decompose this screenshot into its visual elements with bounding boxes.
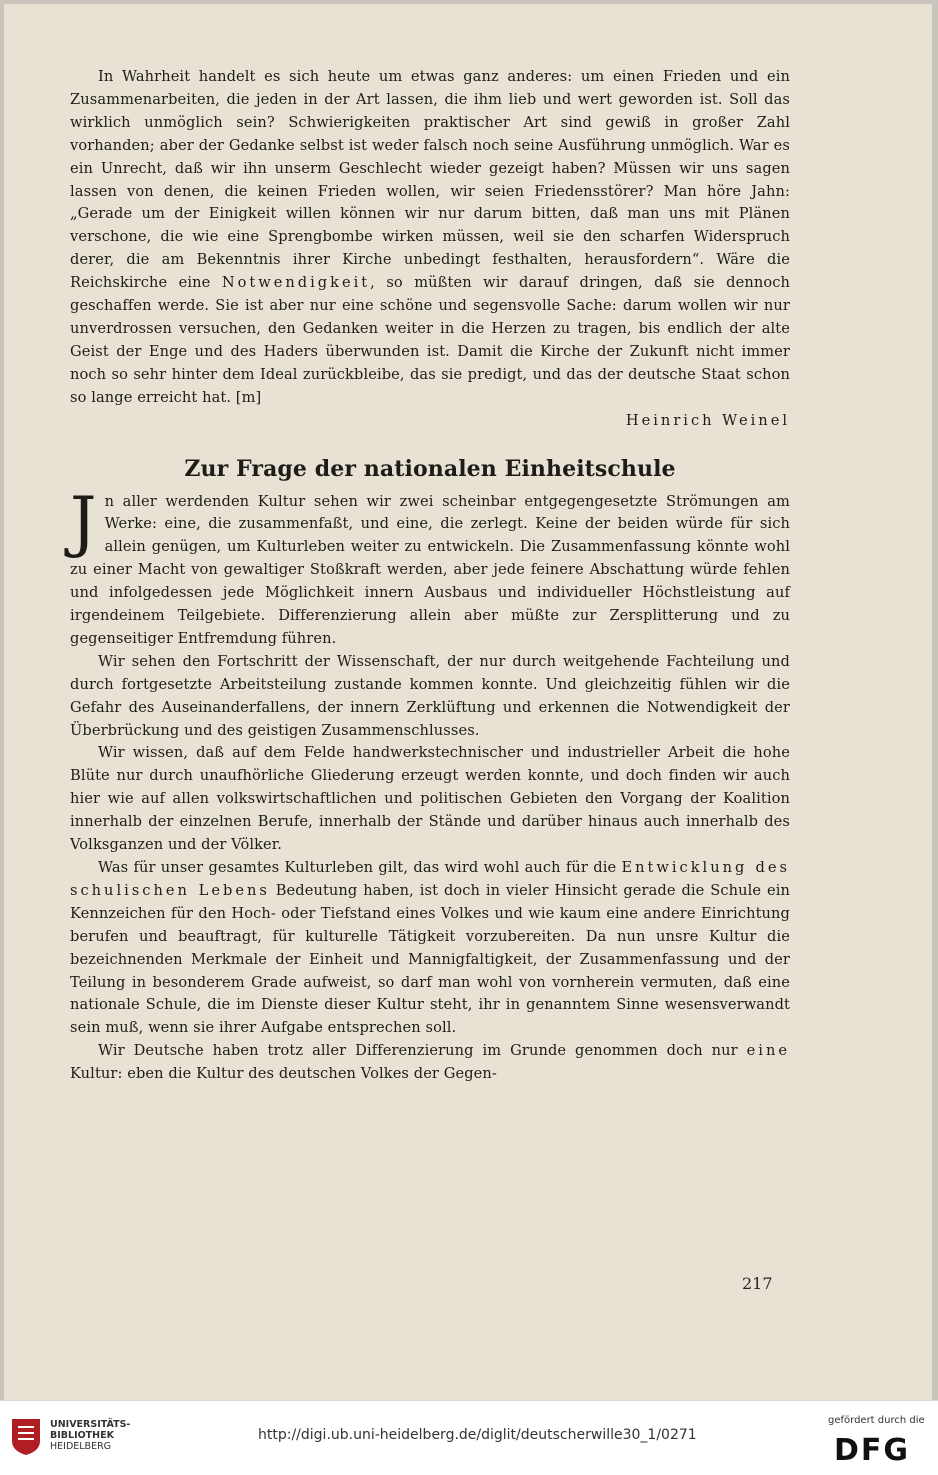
page-text xyxy=(70,66,790,1086)
article-title: Zur Frage der nationalen Einheitschule xyxy=(184,455,676,482)
author-signature: Heinrich Weinel xyxy=(625,411,790,429)
emphasis-notwendigkeit: Notwendigkeit xyxy=(221,274,371,292)
university-seal-icon xyxy=(8,1417,44,1457)
article2-paragraph-5: Wir Deutsche haben trotz aller Differenzierung im Grunde genommen doch nur eine Kultur: eben die Kultur des deutschen Volkes der Gegen- xyxy=(70,1042,790,1083)
source-url[interactable]: http://digi.ub.uni-heidelberg.de/diglit/deutscherwille30_1/0271 xyxy=(258,1427,697,1443)
scanned-page xyxy=(4,4,932,1400)
signature-row xyxy=(70,410,790,433)
dfg-logo: DFG xyxy=(834,1433,911,1468)
viewer-footer xyxy=(0,1400,938,1475)
article2-paragraph-3: Wir wissen, daß auf dem Felde handwerkstechnischer und industrieller Arbeit die hohe Blüte nur durch unaufhörliche Gliederung erzeugt werden konnte, und doch finden wir auch hier wie auf allen volkswirtschaftlichen und politischen Gebieten den Vorgang der Koalition innerhalb der einzelnen Berufe, innerhalb der Stände und darüber hinaus auch innerhalb des Volksganzen und der Völker. xyxy=(70,744,790,854)
article2-paragraph-2: Wir sehen den Fortschritt der Wissenschaft, der nur durch weitgehende Fachteilung und durch fortgesetzte Arbeitsteilung zustande kommen konnte. Und gleichzeitig fühlen wir die Gefahr des Auseinanderfallens, der innern Zerklüftung und erkennen die Notwendigkeit der Überbrückung und des geistigen Zusammenschlusses. xyxy=(70,652,790,739)
article1-paragraph: In Wahrheit handelt es sich heute um etwas ganz anderes: um einen Frieden und ein Zusammenarbeiten, die jeden in der Art lassen, die ihm lieb und wert geworden ist. Soll das wirklich unmöglich sein? Schwierigkeiten praktischer Art sind gewiß in großer Zahl vorhanden; aber der Gedanke selbst ist weder falsch noch seine Ausführung unmöglich. War es ein Unrecht, daß wir ihn unserm Geschlecht wieder gezeigt haben? Müssen wir uns sagen lassen von denen, die keinen Frieden wollen, wir seien Friedensstörer? Man höre Jahn: „Gerade um der Einigkeit willen können wir nur darum bitten, daß man uns mit Plänen verschone, die wie eine Sprengbombe wirken müssen, weil sie den scharfen Widerspruch derer, die am Bekenntnis ihrer Kirche unbedingt festhalten, herausfordern“. Wäre die Reichskirche eine Notwendigkeit, so müßten wir darauf dringen, daß sie dennoch geschaffen werde. Sie ist aber nur eine schöne und segensvolle Sache: darum wollen wir nur unverdrossen versuchen, den Gedanken weiter in die Herzen zu tragen, bis endlich der alte Geist der Enge und des Haders überwunden ist. Damit die Kirche der Zukunft nicht immer noch so sehr hinter dem Ideal zurückbleibe, das sie predigt, und das der deutsche Staat schon so lange erreicht hat. [m] xyxy=(70,68,790,406)
article2-paragraph-1: Jn aller werdenden Kultur sehen wir zwei scheinbar entgegengesetzte Strömungen am Werke: eine, die zusammenfaßt, und eine, die zerlegt. Keine der beiden würde für sich allein genügen, um Kulturleben weiter zu entwickeln. Die Zusammenfassung könnte wohl zu einer Macht von gewaltiger Stoßkraft werden, aber jede feinere Abschattung würde fehlen und infolgedessen jede Möglichkeit innern Ausbaus und individueller Höchstleistung auf irgendeinem Teilgebiete. Differenzierung allein aber müßte zur Zersplitterung und zu gegenseitiger Entfremdung führen. xyxy=(70,482,790,647)
institution-name: UNIVERSITÄTS- BIBLIOTHEK HEIDELBERG xyxy=(50,1419,131,1452)
drop-cap: J xyxy=(70,482,97,560)
emphasis-eine: eine xyxy=(746,1042,790,1060)
funding-label: gefördert durch die xyxy=(828,1415,925,1426)
article2-paragraph-4: Was für unser gesamtes Kulturleben gilt, das wird wohl auch für die Entwicklung des schulischen Lebens Bedeutung haben, ist doch in vieler Hinsicht gerade die Schule ein Kennzeichen für den Hoch- oder Tiefstand eines Volkes und wie kaum eine andere Einrichtung berufen und beauftragt, für kulturelle Tätigkeit vorzubereiten. Da nun unsre Kultur die bezeichnenden Merkmale der Einheit und Mannigfaltigkeit, der Zusammenfassung und der Teilung in besonderem Grade aufweist, so darf man wohl von vornherein vermuten, daß eine nationale Schule, die im Dienste dieser Kultur steht, ihr in genanntem Sinne wesensverwandt sein muß, wenn sie ihrer Aufgabe entsprechen soll. xyxy=(70,859,790,1037)
page-number: 217 xyxy=(742,1274,773,1293)
emphasis-entwicklung: Entwicklung des schulischen Lebens xyxy=(70,859,790,899)
